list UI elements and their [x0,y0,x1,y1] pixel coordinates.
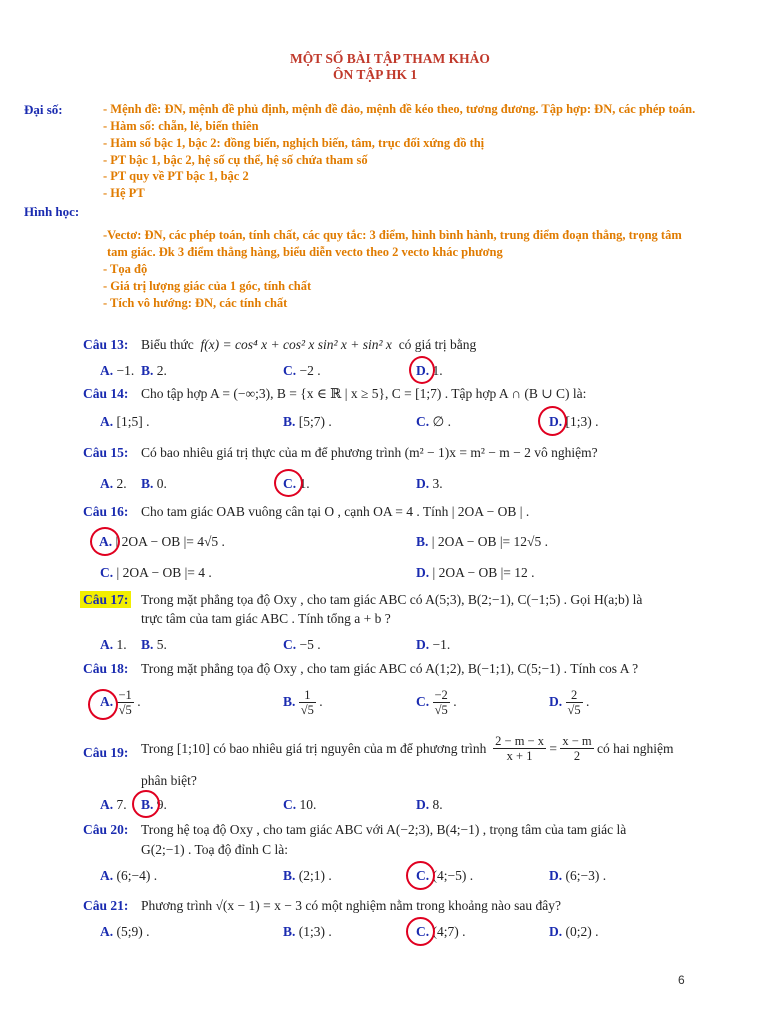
q17-option-c[interactable]: C. −5 . [283,637,321,652]
q16-label: Câu 16: [83,504,129,519]
q15-text: Có bao nhiêu giá trị thực của m để phương trình (m² − 1)x = m² − m − 2 vô nghiệm? [141,445,598,460]
q13-option-c[interactable]: C. −2 . [283,363,321,378]
q18-option-a[interactable]: A. $\frac{-1}{√5}$ . [100,688,141,718]
geometry-item-3: - Giá trị lượng giác của 1 góc, tính chất [103,279,312,293]
q17-option-d[interactable]: D. −1. [416,637,451,652]
q15-label: Câu 15: [83,445,129,460]
q15-option-d[interactable]: D. 3. [416,476,443,491]
q14-option-b[interactable]: B. [5;7) . [283,414,332,429]
page-number: 6 [678,973,685,987]
q18-label: Câu 18: [83,661,129,676]
q16-option-d[interactable]: D. | 2OA − OB |= 12 . [416,565,535,580]
q19-answer-circle [132,790,160,818]
q20-option-b[interactable]: B. (2;1) . [283,868,332,883]
q16-answer-circle [90,527,120,556]
q17-option-b[interactable]: B. 5. [141,637,167,652]
q18-text: Trong mặt phẳng tọa độ Oxy , cho tam giác ABC có A(1;2), B(−1;1), C(5;−1) . Tính cos A ? [141,661,639,676]
q20-option-d[interactable]: D. (6;−3) . [549,868,607,883]
q15-answer-circle [274,469,303,497]
title-line-2: ÔN TẬP HK 1 [333,67,418,82]
geometry-item-1: -Vectơ: ĐN, các phép toán, tính chất, các quy tắc: 3 điểm, hình bình hành, trung điểm đoạn thẳng, trọng tâm [103,228,682,242]
q13-answer-circle [409,356,435,384]
q18-option-c[interactable]: C. $\frac{-2}{√5}$ . [416,688,457,718]
q20-option-a[interactable]: A. (6;−4) . [100,868,158,883]
q19-option-c[interactable]: C. 10. [283,797,317,812]
q20-text-line-1: Trong hệ toạ độ Oxy , cho tam giác ABC với A(−2;3), B(4;−1) , trọng tâm của tam giác là [141,822,627,837]
geometry-label: Hình học: [24,204,80,219]
q17-label: Câu 17: [80,592,131,608]
q21-option-c[interactable]: C. (4;7) . [416,924,466,939]
q13-option-a[interactable]: A. −1. [100,363,135,378]
q18-option-b[interactable]: B. $\frac{1}{√5}$ . [283,688,323,718]
q13-option-b[interactable]: B. 2. [141,363,167,378]
algebra-item-2: - Hàm số: chẵn, lẻ, biến thiên [103,119,259,133]
geometry-item-4: - Tích vô hướng: ĐN, các tính chất [103,296,288,310]
q19-option-a[interactable]: A. 7. [100,797,127,812]
algebra-label: Đại số: [24,102,63,117]
geometry-item-1-cont: tam giác. Đk 3 điểm thẳng hàng, biểu diễn vecto theo 2 vecto khác phương [107,245,503,259]
title-line-1: MỘT SỐ BÀI TẬP THAM KHẢO [290,51,490,66]
q14-label: Câu 14: [83,386,129,401]
q17-text-line-1: Trong mặt phẳng tọa độ Oxy , cho tam giác ABC có A(5;3), B(2;−1), C(−1;5) . Gọi H(a;b) là [141,592,643,607]
q15-option-a[interactable]: A. 2. [100,476,127,491]
q14-option-a[interactable]: A. [1;5] . [100,414,150,429]
q20-text-line-2: G(2;−1) . Toạ độ đỉnh C là: [141,842,289,857]
q19-option-d[interactable]: D. 8. [416,797,443,812]
algebra-item-1: - Mệnh đề: ĐN, mệnh đề phủ định, mệnh đề đảo, mệnh đề kéo theo, tương đương. Tập hợp: ĐN, các phép toán. [103,102,696,116]
q16-option-b[interactable]: B. | 2OA − OB |= 12√5 . [416,534,548,549]
q13-option-d[interactable]: D. 1. [416,363,443,378]
q16-option-a[interactable]: A. | 2OA − OB |= 4√5 . [99,534,225,549]
q20-label: Câu 20: [83,822,129,837]
q20-option-c[interactable]: C. (4;−5) . [416,868,474,883]
q19-text-line-1: Trong [1;10] có bao nhiêu giá trị nguyên của m để phương trình $\frac{2 - m - x}{x + 1}$ = $\frac{x - m}{2}$ có hai nghiệm [141,734,674,764]
q16-option-c[interactable]: C. | 2OA − OB |= 4 . [100,565,212,580]
algebra-item-6: - Hệ PT [103,186,145,200]
q16-text: Cho tam giác OAB vuông cân tại O , cạnh OA = 4 . Tính | 2OA − OB | . [141,504,530,519]
q18-answer-circle [88,689,118,720]
q19-label: Câu 19: [83,745,129,760]
q21-option-a[interactable]: A. (5;9) . [100,924,150,939]
q14-option-d[interactable]: D. [1;3) . [549,414,599,429]
q20-answer-circle [406,861,435,890]
q15-option-b[interactable]: B. 0. [141,476,167,491]
q21-option-d[interactable]: D. (0;2) . [549,924,599,939]
q21-text: Phương trình √(x − 1) = x − 3 có một nghiệm nằm trong khoảng nào sau đây? [141,898,562,913]
algebra-item-5: - PT quy về PT bậc 1, bậc 2 [103,169,249,183]
q17-text-line-2: trực tâm của tam giác ABC . Tính tổng a + b ? [141,611,391,626]
q13-label: Câu 13: [83,337,129,352]
algebra-item-4: - PT bậc 1, bậc 2, hệ số cụ thể, hệ số chứa tham số [103,153,368,167]
q21-answer-circle [406,917,435,946]
q18-option-d[interactable]: D. $\frac{2}{√5}$ . [549,688,590,718]
q15-option-c[interactable]: C. 1. [283,476,310,491]
q14-option-c[interactable]: C. ∅ . [416,414,452,429]
geometry-item-2: - Tọa độ [103,262,148,276]
q17-option-a[interactable]: A. 1. [100,637,127,652]
q19-option-b[interactable]: B. 9. [141,797,167,812]
q13-text: Biểu thức f(x) = cos⁴ x + cos² x sin² x + sin² x có giá trị bằng [141,337,477,352]
algebra-item-3: - Hàm số bậc 1, bậc 2: đồng biến, nghịch biến, tâm, trục đối xứng đồ thị [103,136,485,150]
q21-label: Câu 21: [83,898,129,913]
q14-text: Cho tập hợp A = (−∞;3), B = {x ∈ ℝ | x ≥ 5}, C = [1;7) . Tập hợp A ∩ (B ∪ C) là: [141,386,587,401]
q21-option-b[interactable]: B. (1;3) . [283,924,332,939]
q14-answer-circle [538,406,567,436]
q19-text-line-2: phân biệt? [141,773,197,788]
